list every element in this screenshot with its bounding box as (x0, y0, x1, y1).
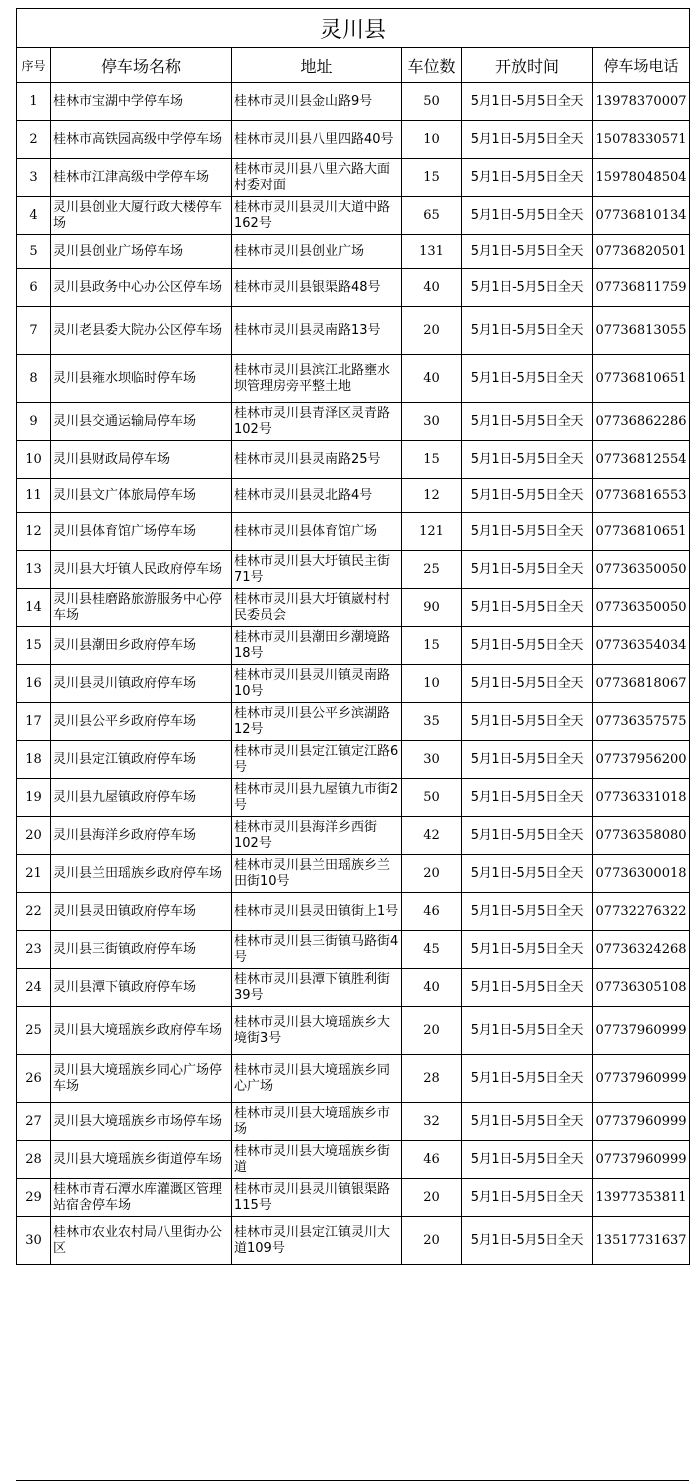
table-row (17, 589, 690, 627)
cell-spaces: 35 (402, 703, 462, 741)
table-row (17, 1103, 690, 1141)
cell-spaces: 20 (402, 1007, 462, 1055)
cell-index: 21 (17, 855, 51, 893)
cell-address: 桂林市灵川县八里四路40号 (232, 121, 402, 159)
cell-index: 28 (17, 1141, 51, 1179)
cell-phone: 07736813055 (593, 307, 690, 355)
cell-hours: 5月1日-5月5日全天 (462, 779, 593, 817)
cell-spaces: 15 (402, 159, 462, 197)
cell-index: 25 (17, 1007, 51, 1055)
cell-address: 桂林市灵川县灵北路4号 (232, 479, 402, 513)
cell-phone: 07737960999 (593, 1055, 690, 1103)
cell-index: 24 (17, 969, 51, 1007)
table-row (17, 703, 690, 741)
cell-address: 桂林市灵川县九屋镇九市街2号 (232, 779, 402, 817)
table-row (17, 159, 690, 197)
cell-name: 灵川县创业广场停车场 (51, 235, 232, 269)
cell-phone: 13517731637 (593, 1217, 690, 1265)
cell-hours: 5月1日-5月5日全天 (462, 83, 593, 121)
table-body (17, 83, 690, 1265)
cell-phone: 15978048504 (593, 159, 690, 197)
cell-name: 灵川县大境瑶族乡街道停车场 (51, 1141, 232, 1179)
cell-name: 灵川县灵田镇政府停车场 (51, 893, 232, 931)
cell-hours: 5月1日-5月5日全天 (462, 513, 593, 551)
next-table-edge (16, 1480, 689, 1481)
cell-name: 桂林市青石潭水库灌溉区管理站宿舍停车场 (51, 1179, 232, 1217)
cell-index: 23 (17, 931, 51, 969)
cell-phone: 07736354034 (593, 627, 690, 665)
cell-index: 1 (17, 83, 51, 121)
cell-name: 灵川县九屋镇政府停车场 (51, 779, 232, 817)
cell-phone: 07736324268 (593, 931, 690, 969)
cell-phone: 07736358080 (593, 817, 690, 855)
cell-address: 桂林市灵川县大境瑶族乡同心广场 (232, 1055, 402, 1103)
cell-name: 灵川县交通运输局停车场 (51, 403, 232, 441)
cell-phone: 07736810651 (593, 513, 690, 551)
cell-spaces: 46 (402, 893, 462, 931)
cell-hours: 5月1日-5月5日全天 (462, 1179, 593, 1217)
cell-address: 桂林市灵川县灵川镇灵南路10号 (232, 665, 402, 703)
cell-index: 11 (17, 479, 51, 513)
cell-hours: 5月1日-5月5日全天 (462, 665, 593, 703)
table-row (17, 779, 690, 817)
cell-name: 灵川县大境瑶族乡市场停车场 (51, 1103, 232, 1141)
cell-index: 29 (17, 1179, 51, 1217)
cell-address: 桂林市灵川县大圩镇崴村村民委员会 (232, 589, 402, 627)
cell-phone: 07736331018 (593, 779, 690, 817)
cell-hours: 5月1日-5月5日全天 (462, 931, 593, 969)
cell-address: 桂林市灵川县海洋乡西街102号 (232, 817, 402, 855)
cell-hours: 5月1日-5月5日全天 (462, 1103, 593, 1141)
cell-phone: 07736350050 (593, 551, 690, 589)
cell-address: 桂林市灵川县银渠路48号 (232, 269, 402, 307)
cell-hours: 5月1日-5月5日全天 (462, 441, 593, 479)
cell-name: 灵川县海洋乡政府停车场 (51, 817, 232, 855)
cell-hours: 5月1日-5月5日全天 (462, 355, 593, 403)
cell-spaces: 10 (402, 121, 462, 159)
cell-name: 灵川县大境瑶族乡同心广场停车场 (51, 1055, 232, 1103)
cell-spaces: 15 (402, 627, 462, 665)
cell-phone: 07737960999 (593, 1007, 690, 1055)
table-row (17, 1217, 690, 1265)
cell-hours: 5月1日-5月5日全天 (462, 197, 593, 235)
table-row (17, 441, 690, 479)
cell-spaces: 10 (402, 665, 462, 703)
cell-hours: 5月1日-5月5日全天 (462, 1007, 593, 1055)
cell-hours: 5月1日-5月5日全天 (462, 627, 593, 665)
cell-hours: 5月1日-5月5日全天 (462, 121, 593, 159)
cell-spaces: 90 (402, 589, 462, 627)
parking-table-sheet (16, 8, 689, 1265)
cell-spaces: 50 (402, 83, 462, 121)
cell-hours: 5月1日-5月5日全天 (462, 269, 593, 307)
cell-index: 8 (17, 355, 51, 403)
cell-index: 18 (17, 741, 51, 779)
cell-address: 桂林市灵川县大圩镇民主街71号 (232, 551, 402, 589)
cell-address: 桂林市灵川县金山路9号 (232, 83, 402, 121)
cell-phone: 07737960999 (593, 1141, 690, 1179)
cell-index: 17 (17, 703, 51, 741)
cell-spaces: 32 (402, 1103, 462, 1141)
cell-index: 7 (17, 307, 51, 355)
cell-name: 灵川县文广体旅局停车场 (51, 479, 232, 513)
cell-spaces: 12 (402, 479, 462, 513)
cell-spaces: 30 (402, 741, 462, 779)
cell-hours: 5月1日-5月5日全天 (462, 703, 593, 741)
table-row (17, 855, 690, 893)
cell-hours: 5月1日-5月5日全天 (462, 589, 593, 627)
cell-name: 灵川县财政局停车场 (51, 441, 232, 479)
cell-address: 桂林市灵川县三街镇马路街4号 (232, 931, 402, 969)
cell-spaces: 20 (402, 307, 462, 355)
cell-hours: 5月1日-5月5日全天 (462, 1141, 593, 1179)
table-title: 灵川县 (17, 9, 690, 48)
cell-address: 桂林市灵川县创业广场 (232, 235, 402, 269)
cell-address: 桂林市灵川县灵田镇街上1号 (232, 893, 402, 931)
cell-hours: 5月1日-5月5日全天 (462, 235, 593, 269)
cell-name: 灵川县大圩镇人民政府停车场 (51, 551, 232, 589)
cell-address: 桂林市灵川县大境瑶族乡大境街3号 (232, 1007, 402, 1055)
cell-hours: 5月1日-5月5日全天 (462, 479, 593, 513)
cell-spaces: 42 (402, 817, 462, 855)
table-row (17, 1141, 690, 1179)
cell-phone: 07736862286 (593, 403, 690, 441)
cell-index: 13 (17, 551, 51, 589)
cell-spaces: 121 (402, 513, 462, 551)
parking-table (16, 8, 690, 1265)
cell-hours: 5月1日-5月5日全天 (462, 817, 593, 855)
cell-address: 桂林市灵川县大境瑶族乡街道 (232, 1141, 402, 1179)
table-row (17, 269, 690, 307)
cell-address: 桂林市灵川县八里六路大面村委对面 (232, 159, 402, 197)
cell-spaces: 30 (402, 403, 462, 441)
cell-phone: 13978370007 (593, 83, 690, 121)
cell-phone: 07736810651 (593, 355, 690, 403)
cell-hours: 5月1日-5月5日全天 (462, 1055, 593, 1103)
cell-phone: 07736357575 (593, 703, 690, 741)
cell-spaces: 20 (402, 855, 462, 893)
table-row (17, 307, 690, 355)
cell-address: 桂林市灵川县灵南路13号 (232, 307, 402, 355)
cell-address: 桂林市灵川县灵川镇银渠路115号 (232, 1179, 402, 1217)
header-index: 序号 (17, 48, 51, 83)
header-name: 停车场名称 (51, 48, 232, 83)
cell-name: 灵川县潮田乡政府停车场 (51, 627, 232, 665)
cell-phone: 15078330571 (593, 121, 690, 159)
cell-address: 桂林市灵川县灵南路25号 (232, 441, 402, 479)
cell-phone: 07737956200 (593, 741, 690, 779)
cell-hours: 5月1日-5月5日全天 (462, 1217, 593, 1265)
cell-phone: 07736810134 (593, 197, 690, 235)
cell-index: 27 (17, 1103, 51, 1141)
cell-spaces: 50 (402, 779, 462, 817)
cell-spaces: 15 (402, 441, 462, 479)
cell-name: 灵川县桂磨路旅游服务中心停车场 (51, 589, 232, 627)
cell-index: 19 (17, 779, 51, 817)
table-row (17, 403, 690, 441)
cell-index: 14 (17, 589, 51, 627)
table-row (17, 121, 690, 159)
cell-name: 灵川县潭下镇政府停车场 (51, 969, 232, 1007)
cell-index: 3 (17, 159, 51, 197)
table-row (17, 665, 690, 703)
cell-spaces: 40 (402, 269, 462, 307)
cell-phone: 07736300018 (593, 855, 690, 893)
cell-hours: 5月1日-5月5日全天 (462, 741, 593, 779)
cell-name: 灵川县政务中心办公区停车场 (51, 269, 232, 307)
cell-name: 灵川县体育馆广场停车场 (51, 513, 232, 551)
cell-name: 灵川县公平乡政府停车场 (51, 703, 232, 741)
cell-index: 6 (17, 269, 51, 307)
cell-index: 26 (17, 1055, 51, 1103)
cell-phone: 07732276322 (593, 893, 690, 931)
cell-phone: 07736812554 (593, 441, 690, 479)
table-row (17, 355, 690, 403)
header-phone: 停车场电话 (593, 48, 690, 83)
cell-spaces: 65 (402, 197, 462, 235)
table-row (17, 235, 690, 269)
cell-address: 桂林市灵川县青泽区灵青路102号 (232, 403, 402, 441)
table-row (17, 627, 690, 665)
cell-index: 5 (17, 235, 51, 269)
cell-hours: 5月1日-5月5日全天 (462, 403, 593, 441)
table-row (17, 1179, 690, 1217)
cell-address: 桂林市灵川县定江镇灵川大道109号 (232, 1217, 402, 1265)
cell-index: 30 (17, 1217, 51, 1265)
header-address: 地址 (232, 48, 402, 83)
header-hours: 开放时间 (462, 48, 593, 83)
cell-name: 灵川县创业大厦行政大楼停车场 (51, 197, 232, 235)
cell-address: 桂林市灵川县公平乡滨湖路12号 (232, 703, 402, 741)
cell-spaces: 40 (402, 969, 462, 1007)
cell-index: 20 (17, 817, 51, 855)
cell-phone: 07736305108 (593, 969, 690, 1007)
cell-address: 桂林市灵川县滨江北路壅水坝管理房旁平整土地 (232, 355, 402, 403)
table-row (17, 83, 690, 121)
cell-spaces: 28 (402, 1055, 462, 1103)
cell-spaces: 45 (402, 931, 462, 969)
cell-address: 桂林市灵川县体育馆广场 (232, 513, 402, 551)
table-row (17, 817, 690, 855)
cell-spaces: 20 (402, 1179, 462, 1217)
cell-spaces: 46 (402, 1141, 462, 1179)
cell-spaces: 20 (402, 1217, 462, 1265)
table-row (17, 1007, 690, 1055)
cell-index: 4 (17, 197, 51, 235)
table-row (17, 513, 690, 551)
cell-name: 桂林市江津高级中学停车场 (51, 159, 232, 197)
cell-phone: 07736818067 (593, 665, 690, 703)
cell-phone: 07736816553 (593, 479, 690, 513)
cell-index: 16 (17, 665, 51, 703)
cell-hours: 5月1日-5月5日全天 (462, 855, 593, 893)
cell-index: 22 (17, 893, 51, 931)
cell-address: 桂林市灵川县潭下镇胜利街39号 (232, 969, 402, 1007)
cell-address: 桂林市灵川县兰田瑶族乡兰田街10号 (232, 855, 402, 893)
cell-index: 9 (17, 403, 51, 441)
table-row (17, 893, 690, 931)
cell-name: 灵川老县委大院办公区停车场 (51, 307, 232, 355)
table-row (17, 969, 690, 1007)
cell-phone: 07736811759 (593, 269, 690, 307)
table-row (17, 1055, 690, 1103)
cell-name: 灵川县大境瑶族乡政府停车场 (51, 1007, 232, 1055)
table-row (17, 479, 690, 513)
cell-hours: 5月1日-5月5日全天 (462, 307, 593, 355)
table-row (17, 741, 690, 779)
cell-spaces: 131 (402, 235, 462, 269)
cell-address: 桂林市灵川县潮田乡潮境路18号 (232, 627, 402, 665)
cell-index: 2 (17, 121, 51, 159)
cell-hours: 5月1日-5月5日全天 (462, 551, 593, 589)
cell-spaces: 25 (402, 551, 462, 589)
cell-phone: 13977353811 (593, 1179, 690, 1217)
table-row (17, 197, 690, 235)
cell-hours: 5月1日-5月5日全天 (462, 159, 593, 197)
cell-name: 灵川县定江镇政府停车场 (51, 741, 232, 779)
cell-address: 桂林市灵川县定江镇定江路6号 (232, 741, 402, 779)
cell-name: 桂林市宝湖中学停车场 (51, 83, 232, 121)
cell-index: 12 (17, 513, 51, 551)
cell-phone: 07736350050 (593, 589, 690, 627)
cell-phone: 07736820501 (593, 235, 690, 269)
cell-hours: 5月1日-5月5日全天 (462, 893, 593, 931)
table-row (17, 551, 690, 589)
cell-phone: 07737960999 (593, 1103, 690, 1141)
cell-address: 桂林市灵川县灵川大道中路162号 (232, 197, 402, 235)
cell-name: 桂林市农业农村局八里街办公区 (51, 1217, 232, 1265)
cell-address: 桂林市灵川县大境瑶族乡市场 (232, 1103, 402, 1141)
cell-index: 10 (17, 441, 51, 479)
cell-index: 15 (17, 627, 51, 665)
cell-hours: 5月1日-5月5日全天 (462, 969, 593, 1007)
cell-name: 灵川县灵川镇政府停车场 (51, 665, 232, 703)
table-row (17, 931, 690, 969)
cell-name: 灵川县雍水坝临时停车场 (51, 355, 232, 403)
header-spaces: 车位数 (402, 48, 462, 83)
cell-name: 灵川县兰田瑶族乡政府停车场 (51, 855, 232, 893)
cell-name: 灵川县三街镇政府停车场 (51, 931, 232, 969)
cell-spaces: 40 (402, 355, 462, 403)
cell-name: 桂林市高铁园高级中学停车场 (51, 121, 232, 159)
